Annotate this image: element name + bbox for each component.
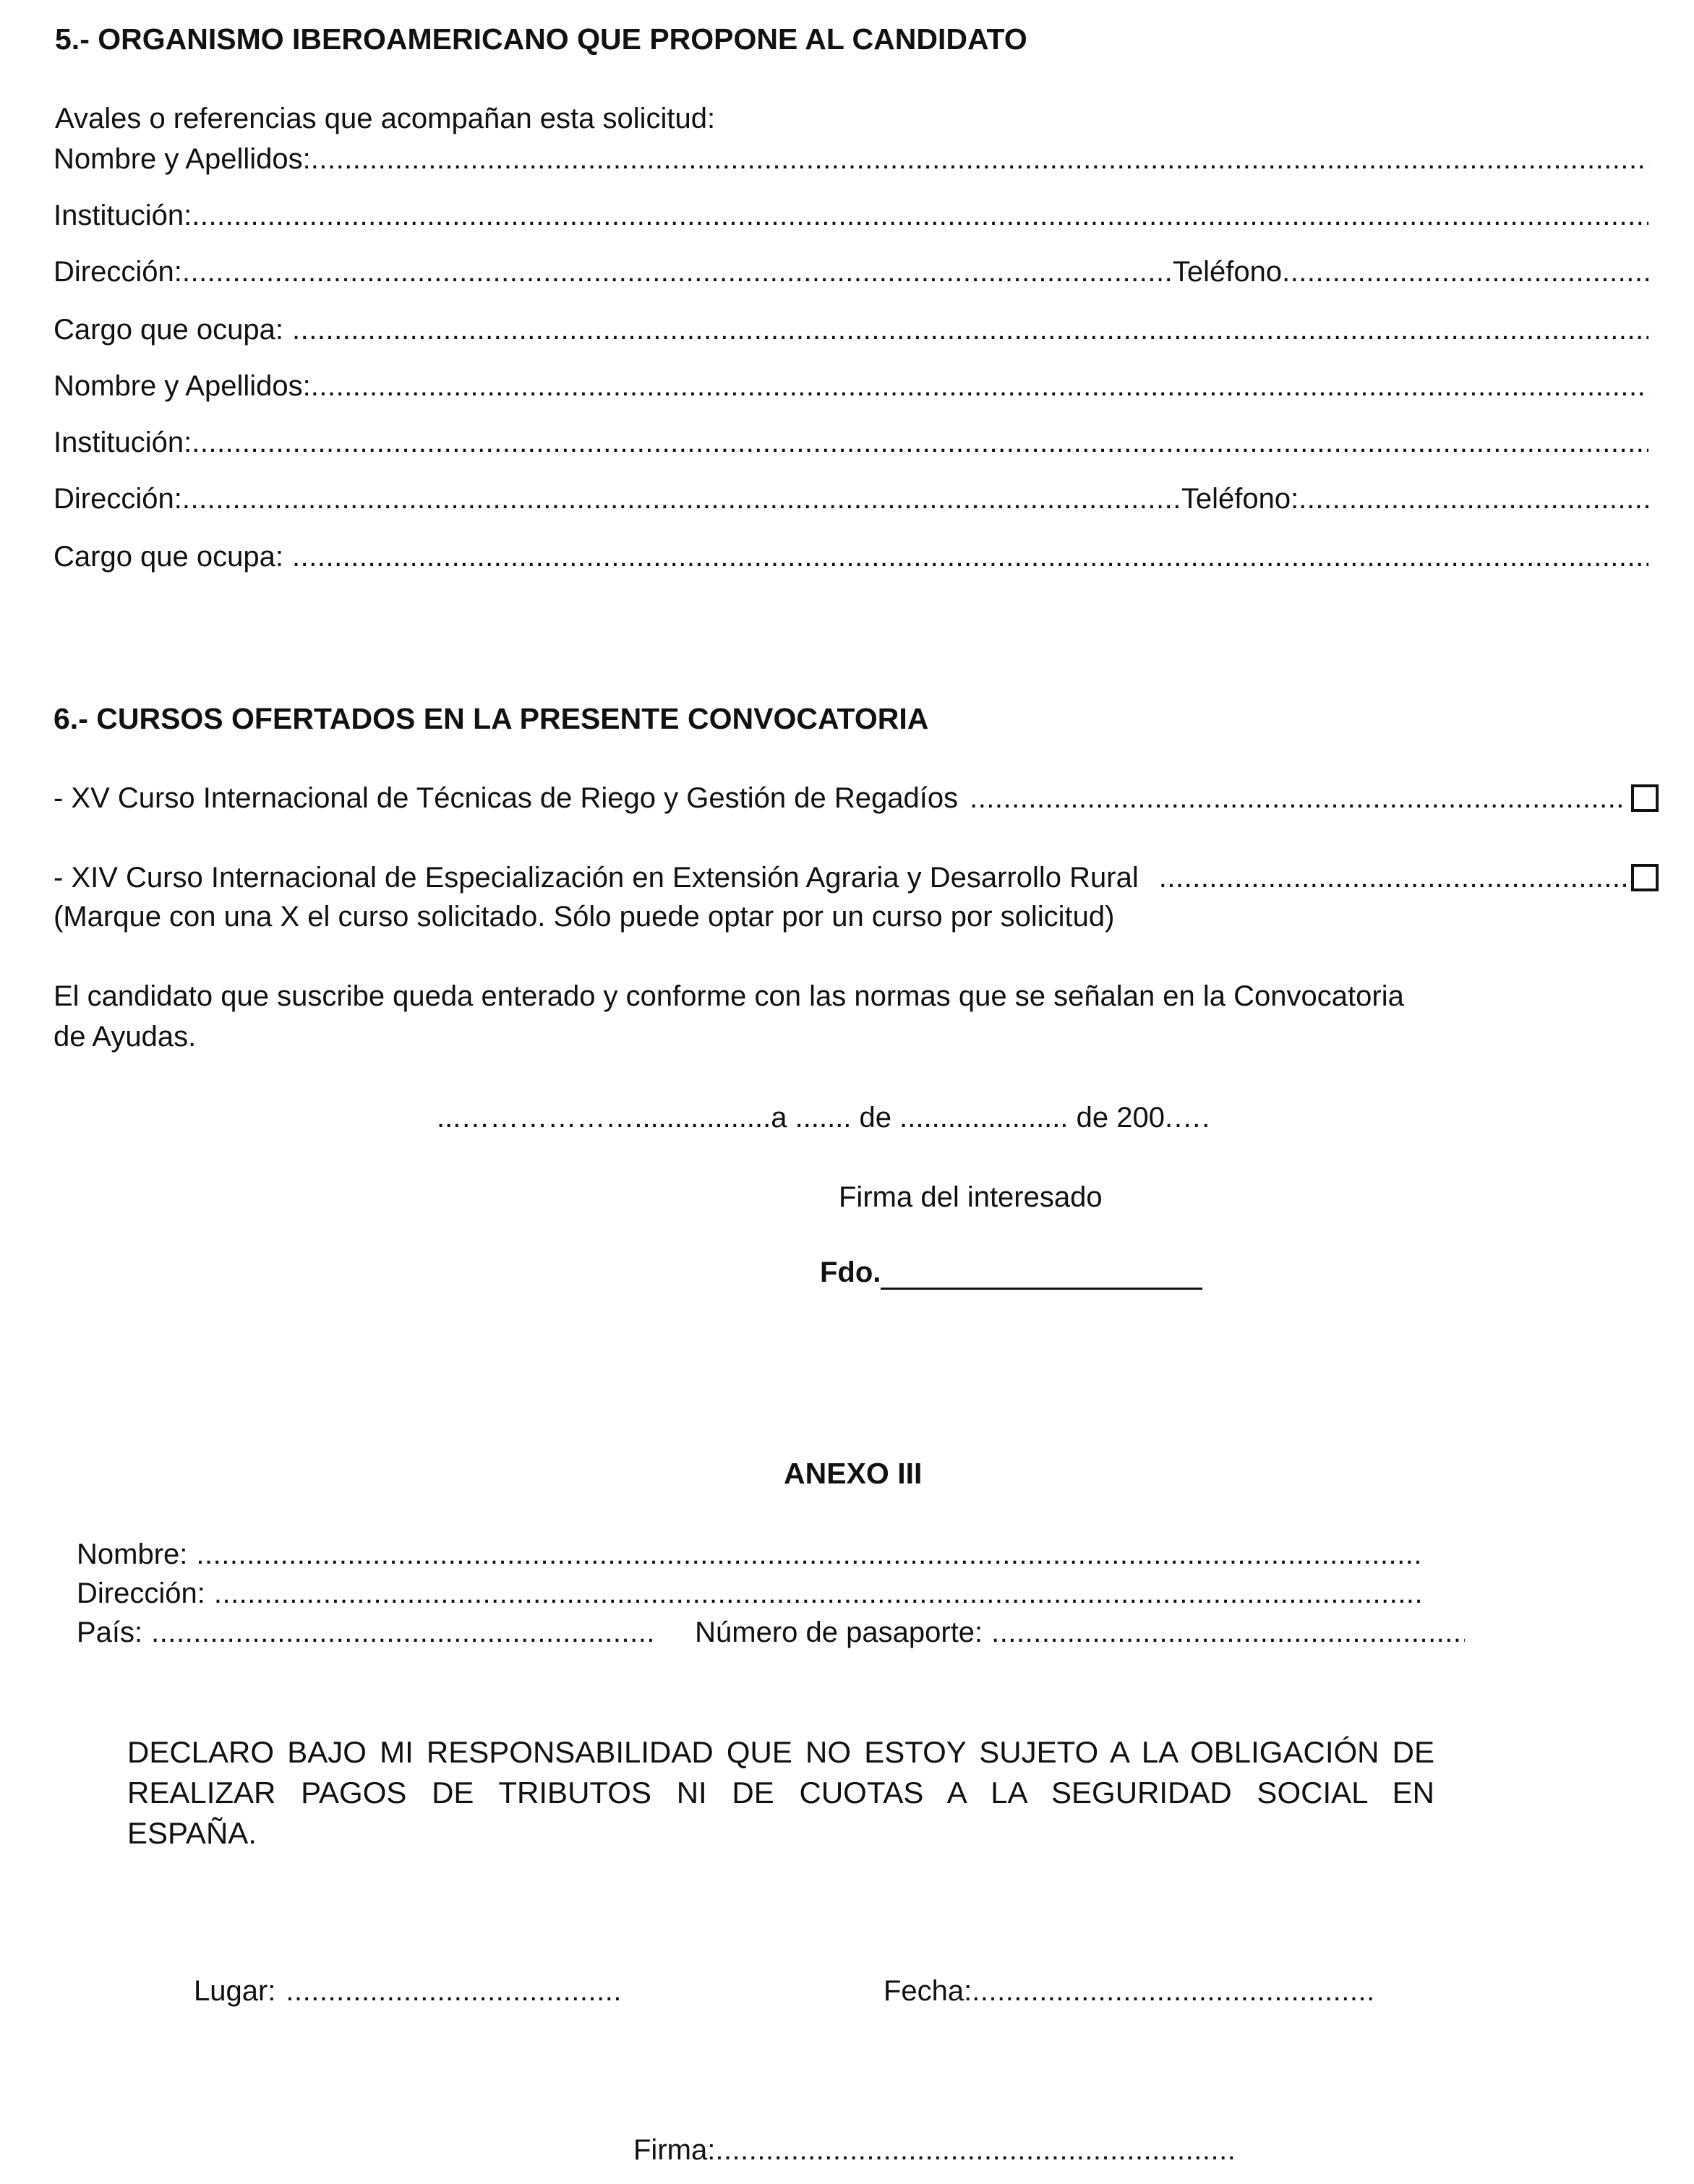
annex-country-dots[interactable] xyxy=(151,1615,657,1650)
course1-label: - XV Curso Internacional de Técnicas de Riego y Gestión de Regadíos xyxy=(54,782,959,814)
section6-heading: 6.- CURSOS OFERTADOS EN LA PRESENTE CONVOCATORIA xyxy=(54,702,929,735)
referee2-position-field[interactable] xyxy=(54,539,1648,574)
annex-passport-label: Número de pasaporte: xyxy=(695,1616,983,1648)
referee2-institution-dots[interactable] xyxy=(192,425,1648,460)
referee2-name-field[interactable] xyxy=(54,369,1648,403)
annex-place-label: Lugar: xyxy=(194,1975,276,2007)
annex-place-field[interactable] xyxy=(194,1974,620,2008)
course-selection-note: (Marque con una X el curso solicitado. Sólo puede optar por un curso por solicitud) xyxy=(54,901,1115,933)
annex-declaration: DECLARO BAJO MI RESPONSABILIDAD QUE NO ESTOY SUJETO A LA OBLIGACIÓN DE REALIZAR PAGOS DE TRIBUTOS NI DE CUOTAS A LA SEGURIDAD SOCIAL EN ESPAÑA. xyxy=(127,1735,1434,1850)
referees-intro: Avales o referencias que acompañan esta solicitud: xyxy=(55,103,716,134)
referee2-institution-label: Institución: xyxy=(54,427,192,458)
referee1-name-field[interactable] xyxy=(54,142,1648,176)
referee2-name-label: Nombre y Apellidos: xyxy=(54,370,311,402)
referee2-institution-field[interactable] xyxy=(54,425,1648,460)
date-line[interactable]: ...……………….................a ....... de ..................... de 200.…. xyxy=(437,1102,1210,1134)
referee2-address-field[interactable] xyxy=(54,481,1648,516)
annex-name-dots[interactable] xyxy=(196,1537,1421,1572)
referee2-name-dots[interactable] xyxy=(311,369,1648,403)
statement-line-2: de Ayudas. xyxy=(54,1021,197,1053)
annex-passport-dots[interactable] xyxy=(991,1615,1465,1650)
referee1-address-dots[interactable] xyxy=(182,254,1173,289)
annex-date-dots[interactable] xyxy=(972,1974,1374,2008)
course1-checkbox[interactable] xyxy=(1631,784,1659,812)
referee1-address-label: Dirección: xyxy=(54,256,182,288)
annex-signature-field[interactable] xyxy=(633,2133,1235,2167)
referee2-phone-dots[interactable] xyxy=(1299,481,1648,516)
annex-name-field[interactable] xyxy=(77,1537,1421,1572)
course2-label: - XIV Curso Internacional de Especialización en Extensión Agraria y Desarrollo Rural xyxy=(54,862,1139,894)
course2-checkbox[interactable] xyxy=(1631,864,1659,891)
referee1-name-label: Nombre y Apellidos: xyxy=(54,143,311,175)
referee1-institution-label: Institución: xyxy=(54,200,192,231)
referee1-position-field[interactable] xyxy=(54,312,1648,347)
course1-dots xyxy=(970,781,1627,815)
signature-caption: Firma del interesado xyxy=(839,1181,1103,1213)
annex-date-field[interactable] xyxy=(884,1974,1374,2008)
referee1-position-dots[interactable] xyxy=(292,312,1648,347)
annex-date-label: Fecha: xyxy=(884,1975,972,2007)
annex-country-passport-field[interactable] xyxy=(77,1615,1465,1650)
referee1-phone-dots[interactable] xyxy=(1282,254,1648,289)
referee1-position-label: Cargo que ocupa: xyxy=(54,314,284,346)
referee2-position-dots[interactable] xyxy=(292,539,1648,574)
referee2-phone-label: Teléfono: xyxy=(1181,483,1299,515)
referee1-address-field[interactable] xyxy=(54,254,1648,289)
fdo-label: Fdo. xyxy=(820,1256,881,1288)
annex-address-dots[interactable] xyxy=(214,1576,1421,1611)
annex-country-label: País: xyxy=(77,1616,143,1648)
fdo-underline[interactable] xyxy=(881,1260,1202,1290)
referee2-address-dots[interactable] xyxy=(182,481,1181,516)
referee1-name-dots[interactable] xyxy=(311,142,1648,176)
annex-name-label: Nombre: xyxy=(77,1538,188,1570)
course1-row[interactable] xyxy=(54,781,1659,815)
annex-title: ANEXO III xyxy=(784,1457,923,1490)
referee1-institution-field[interactable] xyxy=(54,198,1648,233)
annex-address-label: Dirección: xyxy=(77,1577,205,1609)
referee2-position-label: Cargo que ocupa: xyxy=(54,541,284,573)
statement-line-1: El candidato que suscribe queda enterado y conforme con las normas que se señalan en la Convocatoria xyxy=(54,980,1404,1012)
course2-dots xyxy=(1159,860,1627,895)
referee1-institution-dots[interactable] xyxy=(192,198,1648,233)
referee2-address-label: Dirección: xyxy=(54,483,182,515)
annex-signature-dots[interactable] xyxy=(715,2133,1235,2167)
referee1-phone-label: Teléfono xyxy=(1172,256,1283,288)
annex-signature-label: Firma: xyxy=(633,2134,716,2166)
section5-heading: 5.- ORGANISMO IBEROAMERICANO QUE PROPONE AL CANDIDATO xyxy=(55,22,1027,56)
course2-row[interactable] xyxy=(54,860,1659,895)
fdo-signature-line[interactable] xyxy=(820,1255,1202,1290)
annex-place-dots[interactable] xyxy=(286,1974,620,2008)
annex-address-field[interactable] xyxy=(77,1576,1421,1611)
